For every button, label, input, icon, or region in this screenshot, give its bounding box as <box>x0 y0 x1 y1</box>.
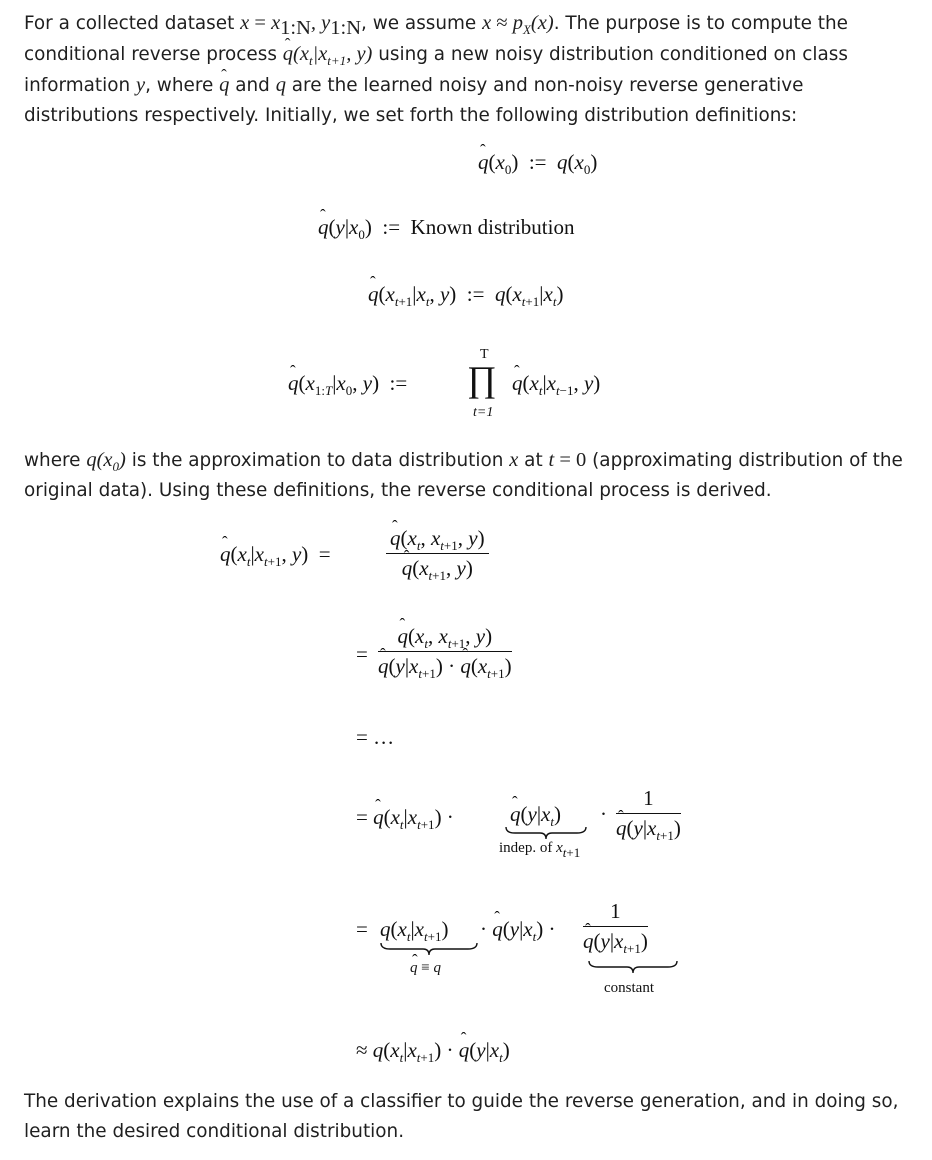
intro-text-2: , we assume <box>361 13 483 34</box>
definition-2 <box>318 215 574 240</box>
step-4-denominator: q $ˆ(y|x_{t+1})$ <box>616 814 681 841</box>
intro-text-4: using a new noisy distribution conditioned on class information <box>24 44 848 96</box>
intro-text-3: . The purpose is to compute the conditional reverse process <box>24 13 848 65</box>
step-4-term-2: q $ˆ(y|x_t)$ <box>510 802 561 827</box>
derivation-lhs: q $ˆ(x_t|x_{t+1}$, y) = <box>220 542 331 567</box>
class-info-math: y <box>136 74 146 96</box>
data-distribution-math: x <box>509 449 519 471</box>
definitions-explanation-paragraph <box>24 445 914 506</box>
math-x: x <box>240 12 250 34</box>
definition-1: q $ˆ(x_0)$ := $q(x_0)$ <box>478 150 597 175</box>
step-2-equals: = <box>356 642 368 666</box>
step-1-fraction <box>386 526 489 581</box>
step-5-fraction <box>583 899 648 954</box>
conclusion-paragraph: The derivation explains the use of a classifier to guide the reverse generation, and in doing so, learn the desired conditional distribution. <box>24 1091 899 1142</box>
time-zero-math: t = 0 <box>548 449 587 471</box>
step-4-brace-label: indep. of $x_{t+1}$ <box>499 840 581 860</box>
step-5-numerator: 1 <box>583 899 648 927</box>
step-3-ellipsis: = … <box>356 725 395 749</box>
step-4-dot: · <box>600 802 607 826</box>
step-5-term-1: $q(x_t|x_{t+1})$ <box>380 917 449 944</box>
product-upper-limit: T <box>480 347 489 362</box>
intro-text-6: and <box>229 75 276 96</box>
explanation-text-3: at <box>518 450 549 471</box>
product-lower-limit: t=1 <box>473 405 494 420</box>
intro-text-1: For a collected dataset <box>24 13 241 34</box>
explanation-text-2: is the approximation to data distribution <box>125 450 510 471</box>
assumption-math: $x \approx p_X(x)$ <box>482 12 554 37</box>
intro-text-7: are the learned noisy and non-noisy reverse generative distributions respectively. Initially, we set forth the following distribution definitions: <box>24 75 804 126</box>
explanation-text-4: (approximating distribution of the original data). Using these definitions, the reverse conditional process is derived. <box>24 450 903 501</box>
definition-2-rhs: Known distribution <box>410 215 575 239</box>
definition-3: q $ˆ(x_{t+1}|x_t$, y) := $q(x_{t+1}|x_t)$ <box>368 282 563 307</box>
dataset-definition-math: $x = x_{1:N}$, $y_{1:N}$ <box>240 12 362 39</box>
intro-text-5: , where <box>145 75 220 96</box>
step-5-underbrace-1 <box>380 942 478 956</box>
definition-4-rhs: q $ˆ(x_t|x_{t-1}$, y) <box>512 371 600 396</box>
product-symbol: ∏ <box>467 359 497 399</box>
explanation-text-1: where <box>24 450 87 471</box>
step-5-equals: = <box>356 917 368 941</box>
step-5-brace-label-1: q ˆ ≡ q <box>410 960 441 977</box>
step-4-underbrace <box>505 826 587 840</box>
intro-paragraph <box>24 8 914 131</box>
step-5-underbrace-2 <box>588 960 678 974</box>
step-5-denominator: q $ˆ(y|x_{t+1})$ <box>583 927 648 954</box>
q-math: q <box>275 74 286 96</box>
data-approximation-math: $q(x_0)$ <box>86 449 126 474</box>
step-5-term-2: · q $ˆ(y|x_t)$ · <box>480 917 556 942</box>
definition-2-lhs: q $ˆ(y|x_0)$ := <box>318 215 411 239</box>
definition-4-lhs: q $ˆ(x_{1:T}|x_0$, y) := <box>288 371 407 396</box>
step-4-numerator: 1 <box>616 786 681 814</box>
step-1-denominator: q $ˆ(x_{t+1}$, y) <box>386 554 489 581</box>
step-4-fraction <box>616 786 681 841</box>
reverse-process-math: q $ˆ(x_t|x_{t+1}$, y) <box>283 43 373 65</box>
q-hat-math: q ˆ <box>219 74 229 96</box>
step-2-denominator: q $ˆ(y|x_{t+1}) \cdot q$ $ˆ(x_{t+1})$ <box>378 652 512 679</box>
step-2-numerator: q $ˆ(x_t$, $x_{t+1}$, y) <box>378 624 512 652</box>
step-1-numerator: q $ˆ(x_t$, $x_{t+1}$, y) <box>386 526 489 554</box>
step-4-term-1: = q $ˆ(x_t|x_{t+1})$ · <box>356 805 454 830</box>
step-2-fraction <box>378 624 512 679</box>
step-6: ≈ $q(x_t|x_{t+1}) \cdot q$ $ˆ(y|x_t)$ <box>356 1038 510 1063</box>
step-5-brace-label-2: constant <box>604 980 654 996</box>
